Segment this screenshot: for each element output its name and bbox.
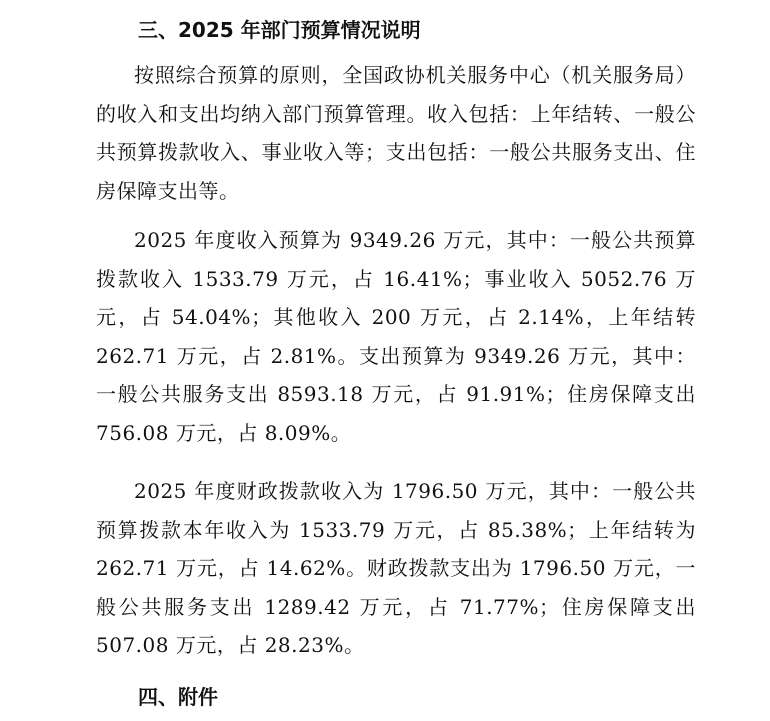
paragraph-budget-principle: 按照综合预算的原则，全国政协机关服务中心（机关服务局）的收入和支出均纳入部门预算管理。收入包括：上年结转、一般公共预算拨款收入、事业收入等；支出包括：一般公共服务支出、住房保障支出等。: [96, 63, 696, 203]
section-heading-budget: 三、2025 年部门预算情况说明: [138, 18, 421, 42]
paragraph-fiscal-appropriation: 2025 年度财政拨款收入为 1796.50 万元，其中：一般公共预算拨款本年收入为 1533.79 万元，占 85.38%；上年结转为 262.71 万元，占 14.62%。财政拨款支出为 1796.50 万元，一般公共服务支出 1289.42 万元，占 71.77%；住房保障支出 507.08 万元，占 28.23%。: [96, 479, 696, 657]
section-heading-attachments: 四、附件: [138, 685, 218, 709]
paragraph-income-expenditure: 2025 年度收入预算为 9349.26 万元，其中：一般公共预算拨款收入 1533.79 万元，占 16.41%；事业收入 5052.76 万元，占 54.04%；其他收入 200 万元，占 2.14%，上年结转 262.71 万元，占 2.81%。支出预算为 9349.26 万元，其中：一般公共服务支出 8593.18 万元，占 91.91%；住房保障支出 756.08 万元，占 8.09%。: [96, 228, 696, 445]
